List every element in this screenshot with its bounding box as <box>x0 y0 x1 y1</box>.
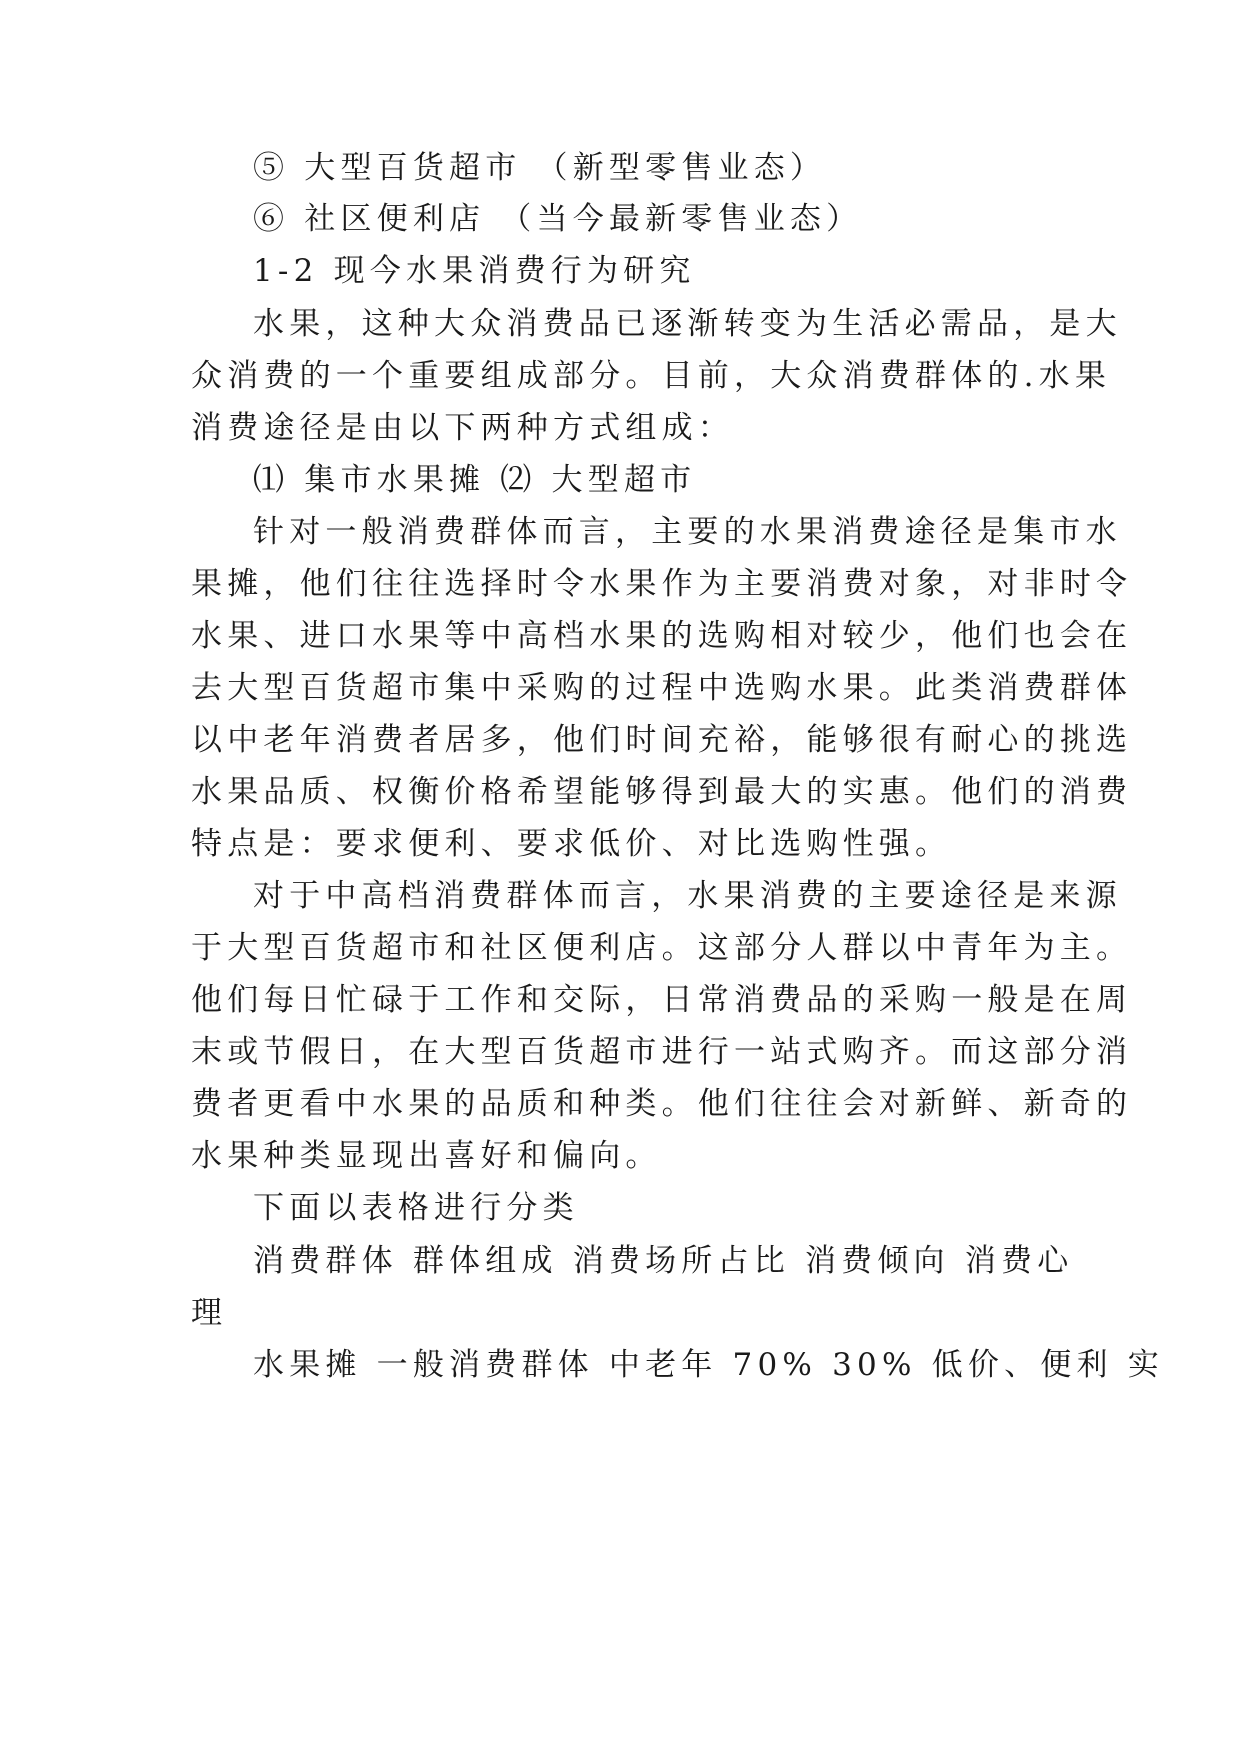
paragraph-line: 末或节假日，在大型百货超市进行一站式购齐。而这部分消 <box>191 1034 1133 1070</box>
paragraph-line: 特点是：要求便利、要求低价、对比选购性强。 <box>191 826 952 862</box>
table-row: 水果摊 一般消费群体 中老年 70% 30% 低价、便利 实 <box>253 1347 1164 1383</box>
paragraph-line: 众消费的一个重要组成部分。目前，大众消费群体的.水果 <box>191 358 1112 394</box>
table-header-row: 消费群体 群体组成 消费场所占比 消费倾向 消费心 <box>253 1243 1074 1279</box>
paragraph-line: 于大型百货超市和社区便利店。这部分人群以中青年为主。 <box>191 930 1133 966</box>
paragraph-line: 去大型百货超市集中采购的过程中选购水果。此类消费群体 <box>191 670 1133 706</box>
list-item-convenience-store: ⑥ 社区便利店 （当今最新零售业态） <box>253 201 863 237</box>
paragraph-line: 果摊，他们往往选择时令水果作为主要消费对象，对非时令 <box>191 566 1133 602</box>
table-intro: 下面以表格进行分类 <box>253 1190 579 1226</box>
section-heading: 1-2 现今水果消费行为研究 <box>253 253 696 289</box>
channel-list: ⑴ 集市水果摊 ⑵ 大型超市 <box>253 462 697 498</box>
table-header-row-continued: 理 <box>191 1295 228 1331</box>
paragraph-line: 水果种类显现出喜好和偏向。 <box>191 1138 662 1174</box>
paragraph-line: 费者更看中水果的品质和种类。他们往往会对新鲜、新奇的 <box>191 1086 1133 1122</box>
paragraph-line: 消费途径是由以下两种方式组成： <box>191 410 734 446</box>
paragraph-line: 对于中高档消费群体而言，水果消费的主要途径是来源 <box>253 878 1122 914</box>
paragraph-line: 水果、进口水果等中高档水果的选购相对较少，他们也会在 <box>191 618 1133 654</box>
paragraph-line: 他们每日忙碌于工作和交际，日常消费品的采购一般是在周 <box>191 982 1133 1018</box>
paragraph-line: 以中老年消费者居多，他们时间充裕，能够很有耐心的挑选 <box>191 722 1133 758</box>
paragraph-line: 水果品质、权衡价格希望能够得到最大的实惠。他们的消费 <box>191 774 1133 810</box>
paragraph-line: 针对一般消费群体而言，主要的水果消费途径是集市水 <box>253 514 1122 550</box>
paragraph-line: 水果，这种大众消费品已逐渐转变为生活必需品，是大 <box>253 306 1122 342</box>
list-item-supermarket: ⑤ 大型百货超市 （新型零售业态） <box>253 150 827 186</box>
